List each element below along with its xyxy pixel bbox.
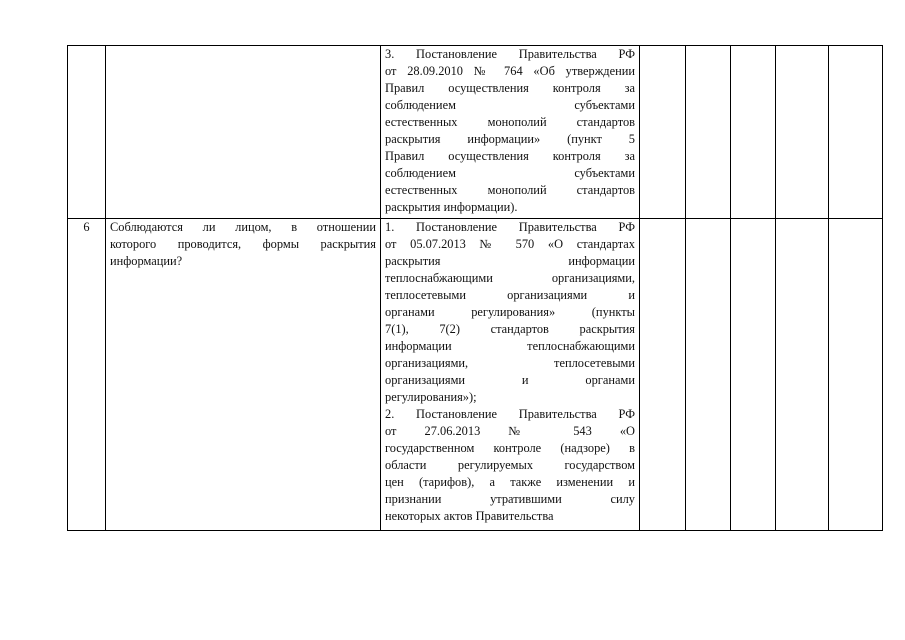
table-row [68,46,883,219]
text-line: некоторых актов Правительства [385,509,554,523]
text-line: признании утратившими силу [385,492,635,506]
text-line: 3. Постановление Правительства РФ [385,47,635,61]
question-cell [106,219,381,531]
row-number-cell: 6 [68,219,106,531]
empty-cell [776,219,829,531]
legal-basis-cell [381,46,640,219]
text-line: организациями, теплосетевыми [385,356,635,370]
text-line: регулирования»); [385,390,477,404]
text-line: области регулируемых государством [385,458,635,472]
table-row [68,219,883,531]
text-line: информации теплоснабжающими [385,339,635,353]
empty-cell [686,219,731,531]
text-line: органами регулирования» (пункты [385,305,635,319]
text-line: Правил осуществления контроля за [385,149,635,163]
text-line: от 05.07.2013 № 570 «О стандартах [385,237,635,251]
text-line: Правил осуществления контроля за [385,81,635,95]
text-line: 1. Постановление Правительства РФ [385,220,635,234]
text-line: соблюдением субъектами [385,166,635,180]
text-line: естественных монополий стандартов [385,115,635,129]
text-line: соблюдением субъектами [385,98,635,112]
text-line: 7(1), 7(2) стандартов раскрытия [385,322,635,336]
row-number-cell [68,46,106,219]
text-line: естественных монополий стандартов [385,183,635,197]
text-line: Соблюдаются ли лицом, в отношении [110,220,376,234]
empty-cell [640,46,686,219]
text-line: теплосетевыми организациями и [385,288,635,302]
text-line: информации? [110,254,183,268]
text-line: раскрытия информации» (пункт 5 [385,132,635,146]
text-line: которого проводится, формы раскрытия [110,237,376,251]
empty-cell [640,219,686,531]
empty-cell [686,46,731,219]
text-line: раскрытия информации [385,254,635,268]
checklist-table [67,45,883,531]
empty-cell [776,46,829,219]
text-line: теплоснабжающими организациями, [385,271,635,285]
empty-cell [829,46,883,219]
empty-cell [731,219,776,531]
text-line: организациями и органами [385,373,635,387]
text-line: цен (тарифов), а также изменении и [385,475,635,489]
text-line: 2. Постановление Правительства РФ [385,407,635,421]
text-line: от 27.06.2013 № 543 «О [385,424,635,438]
text-line: от 28.09.2010 № 764 «Об утверждении [385,64,635,78]
legal-basis-cell [381,219,640,531]
empty-cell [731,46,776,219]
text-line: раскрытия информации). [385,200,518,214]
question-cell [106,46,381,219]
empty-cell [829,219,883,531]
text-line: государственном контроле (надзоре) в [385,441,635,455]
